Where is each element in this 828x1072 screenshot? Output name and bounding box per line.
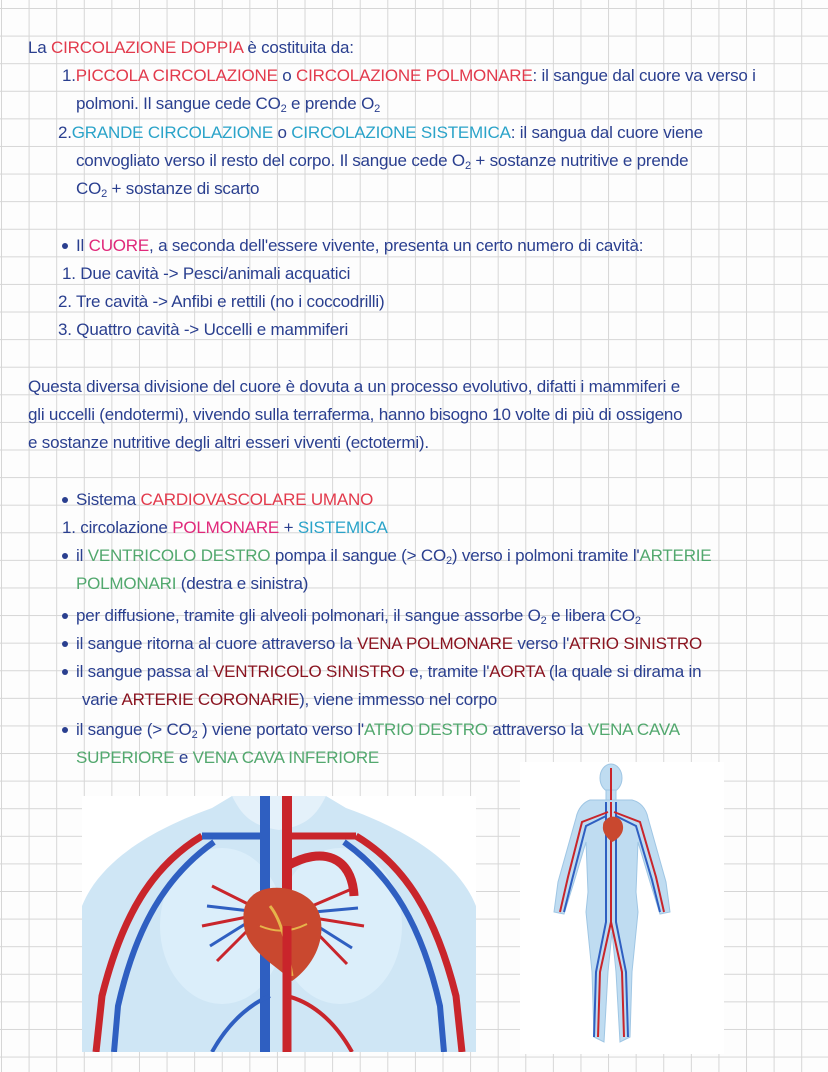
- term-grande-circolazione: GRANDE CIRCOLAZIONE: [71, 123, 273, 142]
- term-piccola-circolazione: PICCOLA CIRCOLAZIONE: [75, 66, 278, 85]
- grande-line-2: convogliato verso il resto del corpo. Il sangue cede $O_2$ + sostanze nutritive e prende: [76, 151, 689, 172]
- list-item-grande-circolazione: 2.GRANDE CIRCOLAZIONE o CIRCOLAZIONE SISTEMICA: il sangua dal cuore viene: [58, 123, 703, 142]
- evolution-line: gli uccelli (endotermi), vivendo sulla terraferma, hanno bisogno 10 volte di più di ossigeno: [28, 405, 683, 424]
- bullet-dot: [62, 669, 68, 675]
- cuore-item: 1. Due cavità -> Pesci/animali acquatici: [62, 264, 351, 283]
- term-polmonari: POLMONARI: [76, 574, 177, 593]
- term-vena-polmonare: VENA POLMONARE: [356, 634, 513, 653]
- sistema-bullet-atrio-destro: il sangue (> $CO_2$ ) viene portato verso l'ATRIO DESTRO attraverso la VENA CAVA: [76, 720, 680, 741]
- bullet-dot: [62, 641, 68, 647]
- term-aorta: AORTA: [489, 662, 545, 681]
- sistema-bullet-ventricolo-sinistro: il sangue passa al VENTRICOLO SINISTRO e, tramite l'AORTA (la quale si dirama in: [76, 662, 702, 681]
- sistema-bullet-ventricolo-destro: il VENTRICOLO DESTRO pompa il sangue (> $CO_2$) verso i polmoni tramite l'ARTERIE: [76, 546, 712, 567]
- term-atrio-sinistro: ATRIO SINISTRO: [569, 634, 703, 653]
- term-arterie: ARTERIE: [639, 546, 712, 565]
- term-atrio-destro: ATRIO DESTRO: [363, 720, 488, 739]
- sistema-bullet-vena-polmonare: il sangue ritorna al cuore attraverso la VENA POLMONARE verso l'ATRIO SINISTRO: [76, 634, 703, 653]
- sistema-item-1: 1. circolazione POLMONARE + SISTEMICA: [62, 518, 388, 537]
- list-item-piccola-circolazione: 1.PICCOLA CIRCOLAZIONE o CIRCOLAZIONE POLMONARE: il sangue dal cuore va verso i: [62, 66, 756, 85]
- cuore-item: 3. Quattro cavità -> Uccelli e mammiferi: [58, 320, 349, 339]
- term-circolazione-polmonare: CIRCOLAZIONE POLMONARE: [296, 66, 533, 85]
- cuore-line: Il CUORE, a seconda dell'essere vivente, presenta un certo numero di cavità:: [76, 236, 644, 255]
- grande-line-3: $CO_2$ + sostanze di scarto: [76, 179, 260, 200]
- term-cardiovascolare-umano: CARDIOVASCOLARE UMANO: [140, 490, 374, 509]
- bullet-dot: [62, 727, 68, 733]
- term-superiore: SUPERIORE: [76, 748, 175, 767]
- bullet-dot: [62, 497, 68, 503]
- body-circulatory-illustration: [520, 762, 724, 1054]
- chest-heart-illustration: [82, 796, 476, 1052]
- sistema-bullet-ventricolo-destro-line-2: POLMONARI (destra e sinistra): [76, 574, 309, 593]
- term-ventricolo-sinistro: VENTRICOLO SINISTRO: [213, 662, 405, 681]
- sistema-bullet-diffusione: per diffusione, tramite gli alveoli polmonari, il sangue assorbe $O_2$ e libera $CO_2$: [76, 606, 641, 627]
- bullet-dot: [62, 243, 68, 249]
- term-arterie-coronarie: ARTERIE CORONARIE: [121, 690, 300, 709]
- term-ventricolo-destro: VENTRICOLO DESTRO: [87, 546, 271, 565]
- sistema-bullet-ventricolo-sinistro-line-2: varie ARTERIE CORONARIE), viene immesso nel corpo: [82, 690, 498, 709]
- term-cuore: CUORE: [88, 236, 150, 255]
- piccola-line-2: polmoni. Il sangue cede $CO_2$ e prende $O_2$: [76, 94, 381, 115]
- term-sistemica: SISTEMICA: [297, 518, 388, 537]
- evolution-line: Questa diversa divisione del cuore è dovuta a un processo evolutivo, difatti i mammiferi e: [28, 377, 680, 396]
- intro-line: La CIRCOLAZIONE DOPPIA è costituita da:: [28, 38, 354, 57]
- term-polmonare: POLMONARE: [172, 518, 280, 537]
- bullet-dot: [62, 553, 68, 559]
- evolution-line: e sostanze nutritive degli altri esseri viventi (ectotermi).: [28, 433, 429, 452]
- sistema-bullet-atrio-destro-line-2: SUPERIORE e VENA CAVA INFERIORE: [76, 748, 380, 767]
- term-vena-cava: VENA CAVA: [587, 720, 680, 739]
- cuore-item: 2. Tre cavità -> Anfibi e rettili (no i coccodrilli): [58, 292, 385, 311]
- bullet-dot: [62, 613, 68, 619]
- term-circolazione-sistemica: CIRCOLAZIONE SISTEMICA: [291, 123, 511, 142]
- term-vena-cava-inferiore: VENA CAVA INFERIORE: [192, 748, 380, 767]
- sistema-line: Sistema CARDIOVASCOLARE UMANO: [76, 490, 374, 509]
- term-circolazione-doppia: CIRCOLAZIONE DOPPIA: [51, 38, 243, 57]
